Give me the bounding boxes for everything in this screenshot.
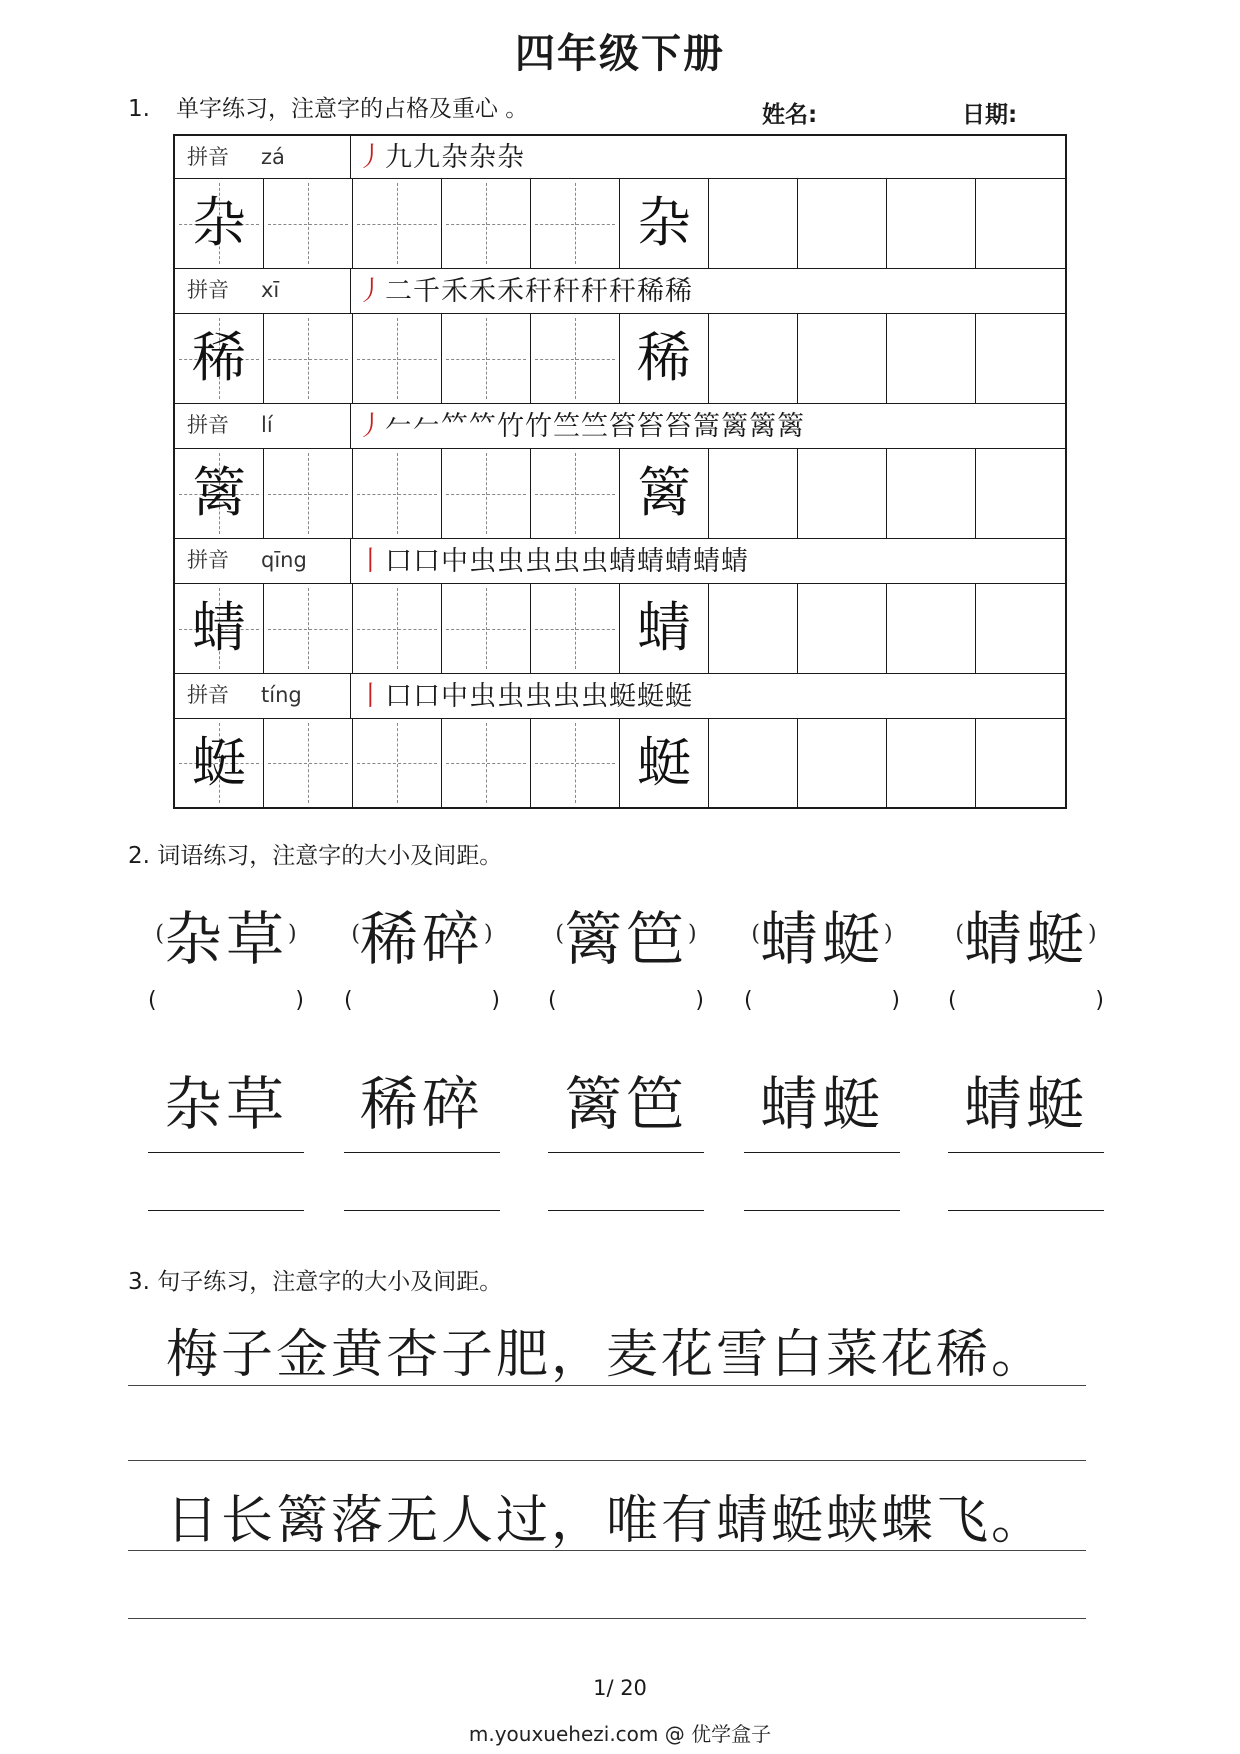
pinyin-row	[173, 269, 1067, 314]
stroke-step: 𠂉	[385, 410, 412, 442]
stroke-step: 口	[385, 545, 412, 577]
tian-grid-cell	[175, 584, 264, 673]
stroke-step: 口	[413, 545, 440, 577]
stroke-step: 蜓	[665, 680, 692, 712]
blank-cell	[620, 314, 709, 403]
close-paren: )	[688, 921, 697, 947]
word-row-parenthesized	[0, 892, 1240, 982]
tian-grid-cell	[531, 719, 620, 807]
blank-cell	[976, 449, 1065, 538]
tian-grid-cell	[175, 719, 264, 807]
stroke-step: 丨	[357, 680, 384, 712]
char-group	[173, 539, 1067, 674]
stroke-step: 九	[385, 141, 412, 173]
pinyin-cell	[175, 674, 351, 718]
stroke-step: 篱	[777, 410, 804, 442]
blank-cell	[887, 314, 976, 403]
word: 稀碎	[359, 905, 484, 973]
open-paren: (	[744, 988, 753, 1013]
stroke-step: 虫	[497, 545, 524, 577]
model-character: 稀	[192, 326, 246, 389]
sentence-2: 日长篱落无人过，唯有蜻蜓蛱蝶飞。	[166, 1491, 1047, 1551]
stroke-step: 秆	[553, 275, 580, 307]
word-row-empty-parens	[0, 988, 1240, 1028]
stroke-step: 竹	[497, 410, 524, 442]
section1-instruction: 单字练习，注意字的占格及重心 。	[176, 96, 529, 122]
underlined-word	[548, 1062, 704, 1153]
stroke-step: 禾	[497, 275, 524, 307]
blank-cell	[798, 449, 887, 538]
blank-cell	[709, 314, 798, 403]
section3-instruction: 3. 句子练习，注意字的大小及间距。	[128, 1269, 503, 1295]
pinyin-cell	[175, 269, 351, 313]
word: 蜻蜓	[963, 1070, 1088, 1138]
tian-grid-cell	[353, 719, 442, 807]
stroke-step: 稀	[637, 275, 664, 307]
tian-grid-cell	[531, 314, 620, 403]
tian-grid-cell	[175, 314, 264, 403]
practice-boxes	[173, 584, 1067, 674]
stroke-step: 蜓	[609, 680, 636, 712]
blank-practice-line	[148, 1210, 304, 1211]
empty-paren-pair	[948, 988, 1104, 1013]
blank-cell	[887, 584, 976, 673]
section1-number: 1.	[128, 96, 150, 122]
pinyin-value: qīng	[261, 548, 307, 572]
tian-grid-cell	[264, 179, 353, 268]
blank-cell	[620, 179, 709, 268]
pinyin-row	[173, 404, 1067, 449]
tian-grid-cell	[353, 449, 442, 538]
stroke-step: 虫	[525, 545, 552, 577]
blank-cell	[709, 719, 798, 807]
stroke-step: 虫	[469, 545, 496, 577]
pinyin-cell	[175, 136, 351, 178]
blank-cell	[798, 584, 887, 673]
tian-grid-cell	[531, 584, 620, 673]
blank-practice-line	[344, 1210, 500, 1211]
blank-cell	[709, 179, 798, 268]
underlined-word	[744, 1062, 900, 1153]
stroke-step: 中	[441, 545, 468, 577]
open-paren: (	[548, 988, 557, 1013]
model-character: 稀	[637, 326, 691, 389]
underlined-word	[948, 1062, 1104, 1153]
tian-grid-cell	[175, 449, 264, 538]
character-practice-grid	[173, 134, 1067, 810]
pinyin-value: lí	[261, 413, 273, 437]
word-pair-parenthesized	[344, 892, 500, 976]
sentence-2-practice-line	[128, 1618, 1086, 1619]
pinyin-label: 拼音	[187, 548, 229, 572]
pinyin-value: tíng	[261, 683, 302, 707]
pinyin-label: 拼音	[187, 683, 229, 707]
page-title: 四年级下册	[515, 31, 725, 77]
word-row-underlined	[0, 1062, 1240, 1152]
stroke-step: 虫	[581, 680, 608, 712]
stroke-step: 秆	[581, 275, 608, 307]
pinyin-row	[173, 674, 1067, 719]
stroke-step: 秆	[609, 275, 636, 307]
stroke-step: 虫	[581, 545, 608, 577]
stroke-step: 口	[385, 680, 412, 712]
model-character: 蜻	[192, 596, 246, 659]
blank-practice-line	[548, 1210, 704, 1211]
empty-paren-pair	[148, 988, 304, 1013]
stroke-order	[351, 269, 1065, 313]
stroke-step: 虫	[553, 545, 580, 577]
stroke-step: 丿	[357, 410, 384, 442]
close-paren: )	[484, 921, 493, 947]
tian-grid-cell	[531, 449, 620, 538]
stroke-step: 二	[385, 275, 412, 307]
stroke-step: 竺	[581, 410, 608, 442]
pinyin-row	[173, 134, 1067, 179]
word: 蜻蜓	[963, 905, 1088, 973]
section1-heading	[128, 90, 528, 123]
char-group	[173, 404, 1067, 539]
stroke-order	[351, 404, 1065, 448]
tian-grid-cell	[442, 449, 531, 538]
word: 杂草	[163, 905, 288, 973]
stroke-step: 丿	[357, 275, 384, 307]
stroke-step: 𥫗	[469, 410, 496, 442]
stroke-step: 九	[413, 141, 440, 173]
close-paren: )	[1088, 921, 1097, 947]
open-paren: (	[148, 988, 157, 1013]
blank-practice-line	[948, 1210, 1104, 1211]
blank-cell	[798, 179, 887, 268]
word: 蜻蜓	[759, 1070, 884, 1138]
stroke-step: 杂	[469, 141, 496, 173]
pinyin-row	[173, 539, 1067, 584]
blank-cell	[709, 584, 798, 673]
close-paren: )	[288, 921, 297, 947]
blank-practice-line	[744, 1210, 900, 1211]
open-paren: (	[344, 988, 353, 1013]
stroke-step: 蜻	[693, 545, 720, 577]
stroke-step: 虫	[525, 680, 552, 712]
tian-grid-cell	[175, 179, 264, 268]
underlined-word	[344, 1062, 500, 1153]
word-pair-parenthesized	[148, 892, 304, 976]
blank-cell	[620, 584, 709, 673]
blank-cell	[887, 449, 976, 538]
pinyin-label: 拼音	[187, 278, 229, 302]
stroke-step: 蜻	[609, 545, 636, 577]
char-group	[173, 269, 1067, 404]
stroke-step: 口	[413, 680, 440, 712]
stroke-step: 竺	[553, 410, 580, 442]
stroke-step: 虫	[469, 680, 496, 712]
word: 蜻蜓	[759, 905, 884, 973]
model-character: 杂	[637, 191, 691, 254]
tian-grid-cell	[264, 584, 353, 673]
word: 篱笆	[563, 1070, 688, 1138]
close-paren: )	[891, 988, 900, 1013]
stroke-step: 杂	[441, 141, 468, 173]
char-group	[173, 674, 1067, 809]
blank-cell	[709, 449, 798, 538]
sentence-2-baseline	[128, 1550, 1086, 1551]
tian-grid-cell	[442, 314, 531, 403]
stroke-step: 蜓	[637, 680, 664, 712]
model-character: 杂	[192, 191, 246, 254]
model-character: 篱	[637, 461, 691, 524]
date-label: 日期:	[962, 102, 1018, 128]
blank-cell	[798, 719, 887, 807]
blank-cell	[887, 179, 976, 268]
stroke-step: 千	[413, 275, 440, 307]
word: 稀碎	[359, 1070, 484, 1138]
tian-grid-cell	[531, 179, 620, 268]
stroke-step: 笞	[609, 410, 636, 442]
stroke-step: 笞	[665, 410, 692, 442]
tian-grid-cell	[442, 719, 531, 807]
stroke-step: 丨	[357, 545, 384, 577]
stroke-step: 𥫗	[441, 410, 468, 442]
section2-instruction: 2. 词语练习，注意字的大小及间距。	[128, 843, 503, 869]
sentence-1-baseline	[128, 1385, 1086, 1386]
word-pair-parenthesized	[548, 892, 704, 976]
model-character: 蜻	[637, 596, 691, 659]
char-group	[173, 134, 1067, 269]
close-paren: )	[491, 988, 500, 1013]
word-row-blank-lines	[0, 1210, 1240, 1230]
sentence-1: 梅子金黄杏子肥，麦花雪白菜花稀。	[166, 1325, 1047, 1385]
blank-cell	[976, 584, 1065, 673]
stroke-step: 虫	[497, 680, 524, 712]
practice-boxes	[173, 719, 1067, 809]
blank-cell	[976, 179, 1065, 268]
empty-paren-pair	[548, 988, 704, 1013]
blank-cell	[976, 719, 1065, 807]
stroke-step: 笞	[637, 410, 664, 442]
stroke-step: 𠂉	[413, 410, 440, 442]
open-paren: (	[555, 921, 564, 947]
close-paren: )	[695, 988, 704, 1013]
pinyin-label: 拼音	[187, 413, 229, 437]
open-paren: (	[955, 921, 964, 947]
model-character: 蜓	[192, 731, 246, 794]
empty-paren-pair	[344, 988, 500, 1013]
blank-cell	[798, 314, 887, 403]
stroke-order	[351, 539, 1065, 583]
model-character: 篱	[192, 461, 246, 524]
page-number: 1/ 20	[593, 1676, 647, 1700]
stroke-step: 杂	[497, 141, 524, 173]
stroke-step: 篱	[721, 410, 748, 442]
word-pair-parenthesized	[744, 892, 900, 976]
stroke-step: 中	[441, 680, 468, 712]
tian-grid-cell	[442, 179, 531, 268]
stroke-step: 蜻	[665, 545, 692, 577]
blank-cell	[976, 314, 1065, 403]
pinyin-cell	[175, 539, 351, 583]
pinyin-value: xī	[261, 278, 280, 302]
stroke-step: 竹	[525, 410, 552, 442]
close-paren: )	[1095, 988, 1104, 1013]
open-paren: (	[155, 921, 164, 947]
tian-grid-cell	[353, 179, 442, 268]
stroke-order	[351, 136, 1065, 178]
blank-cell	[887, 719, 976, 807]
stroke-step: 篙	[693, 410, 720, 442]
close-paren: )	[295, 988, 304, 1013]
stroke-step: 稀	[665, 275, 692, 307]
practice-boxes	[173, 314, 1067, 404]
empty-paren-pair	[744, 988, 900, 1013]
stroke-step: 蜻	[721, 545, 748, 577]
stroke-step: 丿	[357, 141, 384, 173]
sentence-1-practice-line	[128, 1460, 1086, 1461]
close-paren: )	[884, 921, 893, 947]
tian-grid-cell	[264, 719, 353, 807]
practice-boxes	[173, 449, 1067, 539]
word: 杂草	[163, 1070, 288, 1138]
practice-boxes	[173, 179, 1067, 269]
blank-cell	[620, 449, 709, 538]
pinyin-value: zá	[261, 145, 285, 169]
open-paren: (	[751, 921, 760, 947]
pinyin-label: 拼音	[187, 145, 229, 169]
model-character: 蜓	[637, 731, 691, 794]
tian-grid-cell	[264, 314, 353, 403]
tian-grid-cell	[353, 584, 442, 673]
stroke-step: 虫	[553, 680, 580, 712]
stroke-step: 秆	[525, 275, 552, 307]
pinyin-cell	[175, 404, 351, 448]
name-label: 姓名:	[762, 102, 818, 128]
stroke-step: 禾	[469, 275, 496, 307]
open-paren: (	[948, 988, 957, 1013]
site-footer: m.youxuehezi.com @ 优学盒子	[468, 1722, 772, 1746]
stroke-step: 篱	[749, 410, 776, 442]
tian-grid-cell	[353, 314, 442, 403]
stroke-step: 蜻	[637, 545, 664, 577]
blank-cell	[620, 719, 709, 807]
stroke-order	[351, 674, 1065, 718]
open-paren: (	[351, 921, 360, 947]
stroke-step: 禾	[441, 275, 468, 307]
tian-grid-cell	[264, 449, 353, 538]
underlined-word	[148, 1062, 304, 1153]
word: 篱笆	[563, 905, 688, 973]
tian-grid-cell	[442, 584, 531, 673]
word-pair-parenthesized	[948, 892, 1104, 976]
